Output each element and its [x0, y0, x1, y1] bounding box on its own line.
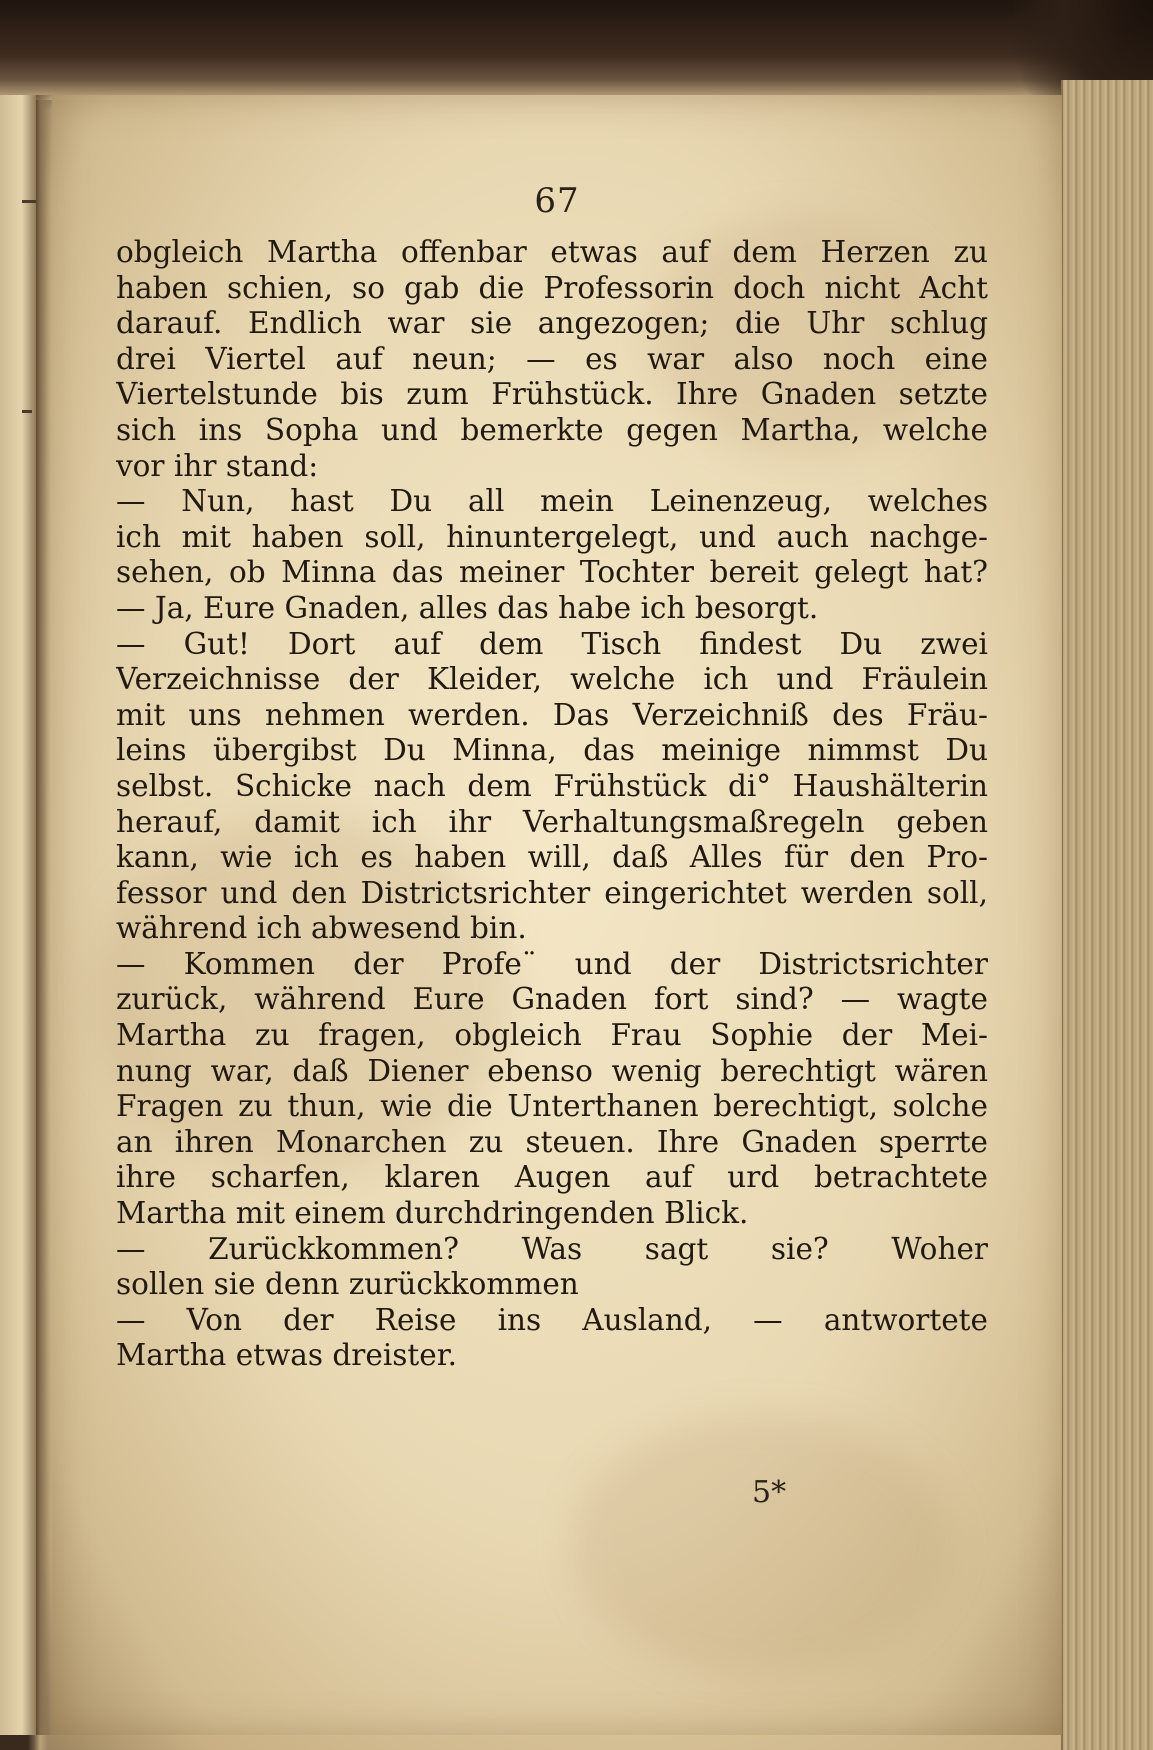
text-line: herauf, damit ich ihr Verhaltungsmaßregeln geben: [116, 804, 988, 839]
text-line: sich ins Sopha und bemerkte gegen Martha, welche: [116, 412, 988, 447]
text-line: darauf. Endlich war sie angezogen; die Uhr schlug: [116, 306, 988, 341]
page-edges: [1061, 80, 1153, 1750]
text-line: — Von der Reise ins Ausland, — antwortete: [116, 1302, 988, 1337]
text-line: — Ja, Eure Gnaden, alles das habe ich besorgt.: [116, 590, 819, 625]
text-line: ich mit haben soll, hinuntergelegt, und auch nachge-: [116, 519, 988, 554]
book-page: [52, 95, 1062, 1735]
text-line: nung war, daß Diener ebenso wenig berechtigt wären: [116, 1053, 988, 1088]
text-line: sehen, ob Minna das meiner Tochter bereit gelegt hat?: [116, 555, 988, 590]
text-line: ihre scharfen, klaren Augen auf urd betrachtete: [116, 1160, 988, 1195]
text-line: — Gut! Dort auf dem Tisch findest Du zwei: [116, 626, 988, 661]
text-line: haben schien, so gab die Professorin doch nicht Acht: [116, 270, 988, 305]
paper-stain: [572, 1415, 952, 1675]
text-line: Verzeichnisse der Kleider, welche ich und Fräulein: [116, 662, 988, 697]
text-line: Viertelstunde bis zum Frühstück. Ihre Gnaden setzte: [116, 377, 988, 412]
margin-mark: [22, 410, 32, 413]
text-line: zurück, während Eure Gnaden fort sind? — wagte: [116, 982, 988, 1017]
text-line: sollen sie denn zurückkommen: [116, 1267, 579, 1302]
text-line: Martha mit einem durchdringenden Blick.: [116, 1196, 749, 1231]
signature-mark: 5*: [752, 1475, 787, 1510]
text-line: Martha zu fragen, obgleich Frau Sophie der Mei-: [116, 1018, 988, 1053]
margin-mark: [22, 200, 36, 203]
text-line: — Zurückkommen? Was sagt sie? Woher: [116, 1231, 988, 1266]
text-line: leins übergibst Du Minna, das meinige nimmst Du: [116, 733, 988, 768]
text-line: fessor und den Districtsrichter eingerichtet werden soll,: [116, 875, 988, 910]
text-line: während ich abwesend bin.: [116, 911, 527, 946]
previous-page-sliver: [0, 95, 36, 1735]
text-line: — Nun, hast Du all mein Leinenzeug, welches: [116, 484, 988, 519]
text-line: an ihren Monarchen zu steuen. Ihre Gnaden sperrte: [116, 1124, 988, 1159]
page-number: 67: [534, 181, 580, 221]
text-line: drei Viertel auf neun; — es war also noch eine: [116, 341, 988, 376]
book-cover-top-edge: [0, 0, 1153, 100]
text-line: — Kommen der Profe¨ und der Districtsrichter: [116, 946, 988, 981]
text-line: vor ihr stand:: [116, 448, 319, 483]
text-line: Fragen zu thun, wie die Unterthanen berechtigt, solche: [116, 1089, 988, 1124]
text-line: mit uns nehmen werden. Das Verzeichniß des Fräu-: [116, 697, 988, 732]
text-line: Martha etwas dreister.: [116, 1338, 457, 1373]
text-line: selbst. Schicke nach dem Frühstück di° Haushälterin: [116, 768, 988, 803]
text-line: obgleich Martha offenbar etwas auf dem Herzen zu: [116, 235, 988, 269]
text-line: kann, wie ich es haben will, daß Alles für den Pro-: [116, 840, 988, 875]
body-text: [116, 235, 988, 1374]
